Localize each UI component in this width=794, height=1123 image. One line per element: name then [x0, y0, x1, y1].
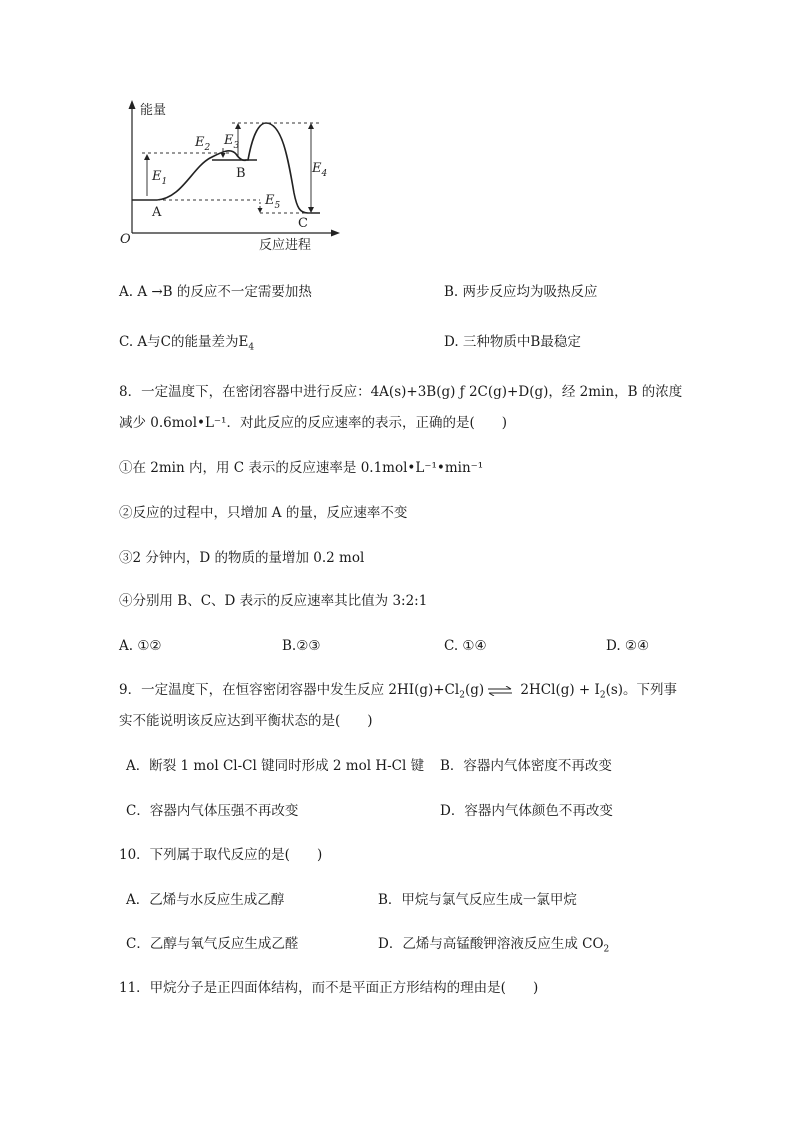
E4-arrowhead-top — [308, 123, 314, 129]
q7-option-a: A. A →B 的反应不一定需要加热 — [119, 284, 312, 300]
y-axis-arrow — [129, 100, 136, 109]
q10-option-c: C．乙醇与氧气反应生成乙醛 — [126, 936, 299, 952]
E2-label: $E_2$ — [195, 135, 211, 153]
E2-arrowhead — [221, 153, 226, 158]
q8-option-a: A. ①② — [119, 638, 162, 654]
x-axis-label: 反应进程 — [259, 238, 312, 253]
E1-arrowhead — [144, 154, 150, 160]
E5-label: $E_5$ — [265, 193, 281, 211]
E3-arrowhead — [235, 123, 241, 129]
point-A-label: A — [152, 205, 162, 220]
q10-option-a: A．乙烯与水反应生成乙醇 — [126, 892, 285, 908]
q9-option-b: B．容器内气体密度不再改变 — [440, 758, 612, 774]
energy-diagram-svg — [112, 98, 342, 258]
q10-option-b: B．甲烷与氯气反应生成一氯甲烷 — [378, 892, 577, 908]
E3-label: $E_3$ — [224, 133, 240, 151]
q7-option-c: C. A与C的能量差为$E_4$ — [119, 334, 255, 353]
q9-stem-line1: 9．一定温度下，在恒容密闭容器中发生反应 $2HI(g)+Cl_2(g) 2HCl(g) + I_2(s)$。下列事 — [119, 682, 678, 701]
E4-arrowhead-bottom — [308, 207, 314, 213]
x-axis-arrow — [331, 230, 340, 237]
q8-item-1: ①在 2min 内，用 C 表示的反应速率是 0.1mol•L⁻¹•min⁻¹ — [119, 460, 484, 476]
q8-stem-line2: 减少 0.6mol•L⁻¹．对此反应的反应速率的表示，正确的是( ) — [119, 415, 508, 431]
q10-stem: 10．下列属于取代反应的是( ) — [119, 847, 323, 863]
q8-item-3: ③2 分钟内，D 的物质的量增加 0.2 mol — [119, 550, 365, 566]
q8-option-d: D. ②④ — [606, 638, 650, 654]
energy-diagram — [112, 98, 342, 258]
y-axis-label: 能量 — [140, 103, 167, 118]
E4-label: $E_4$ — [312, 161, 328, 179]
q9-option-c: C．容器内气体压强不再改变 — [126, 803, 299, 819]
q7-option-b: B. 两步反应均为吸热反应 — [444, 284, 598, 300]
E5-arrowhead — [258, 208, 263, 213]
q9-option-a: A．断裂 1 mol Cl-Cl 键同时形成 2 mol H-Cl 键 — [126, 758, 425, 774]
q8-option-b: B.②③ — [282, 638, 321, 654]
point-C-label: C — [298, 216, 308, 231]
origin-label: O — [120, 232, 131, 247]
E1-label: $E_1$ — [152, 169, 168, 187]
q11-stem: 11．甲烷分子是正四面体结构，而不是平面正方形结构的理由是( ) — [119, 980, 539, 996]
q8-option-c: C. ①④ — [444, 638, 487, 654]
q8-item-4: ④分别用 B、C、D 表示的反应速率其比值为 3:2:1 — [119, 593, 428, 609]
q8-stem-line1: 8．一定温度下，在密闭容器中进行反应：4A(s)+3B(g) ƒ 2C(g)+D(g)，经 2min，B 的浓度 — [119, 384, 683, 400]
q10-option-d: D．乙烯与高锰酸钾溶液反应生成 $CO_2$ — [378, 936, 610, 955]
q9-stem-line2: 实不能说明该反应达到平衡状态的是( ) — [119, 713, 373, 729]
equilibrium-arrow-icon — [487, 686, 513, 696]
point-B-label: B — [236, 166, 246, 181]
q7-option-d: D. 三种物质中B最稳定 — [444, 334, 581, 350]
q8-item-2: ②反应的过程中，只增加 A 的量，反应速率不变 — [119, 505, 408, 521]
q9-option-d: D．容器内气体颜色不再改变 — [440, 803, 613, 819]
